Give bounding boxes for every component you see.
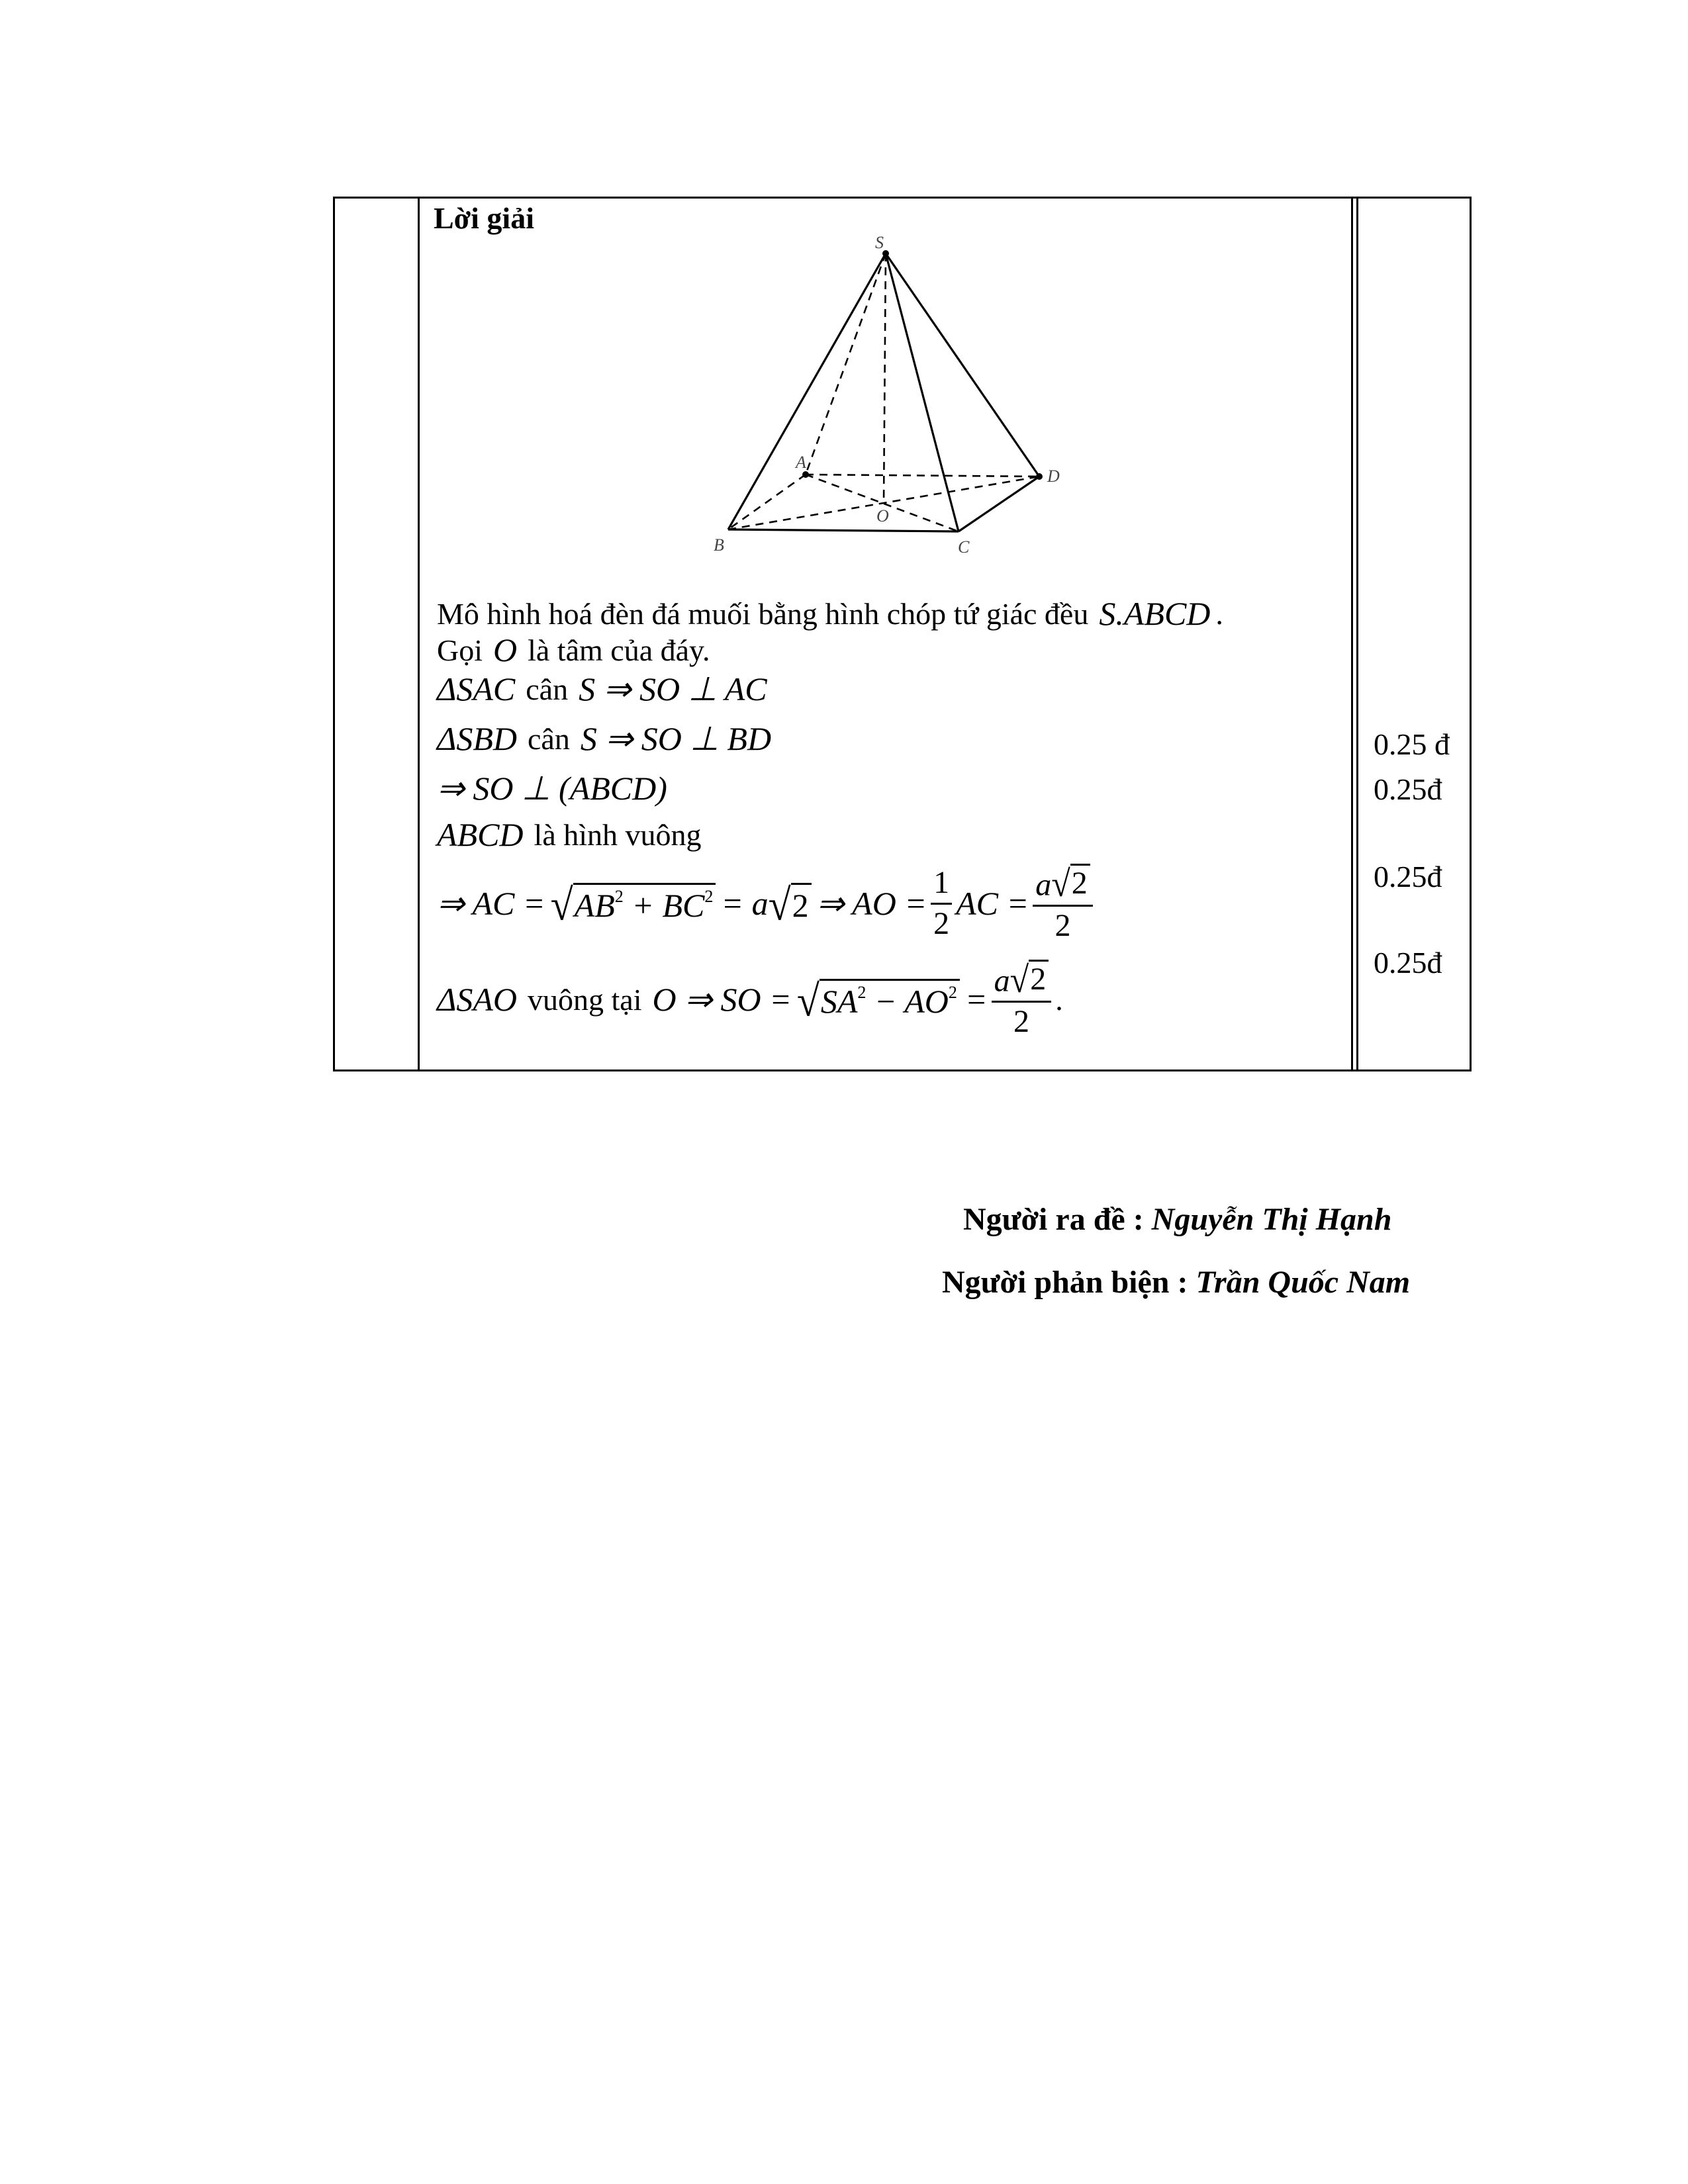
text-period: . bbox=[1055, 982, 1063, 1017]
text-square: là hình vuông bbox=[534, 817, 702, 852]
solution-line-1 bbox=[437, 594, 1223, 633]
score-4: 0.25đ bbox=[1374, 946, 1442, 979]
label-A: A bbox=[796, 453, 806, 472]
reviewer-line bbox=[942, 1264, 1410, 1300]
reviewer-label: Người phản biện : bbox=[942, 1265, 1188, 1300]
math-a: a bbox=[1035, 867, 1052, 903]
segment-SO bbox=[884, 253, 886, 503]
solution-line-3 bbox=[437, 670, 767, 708]
author-label: Người ra đề : bbox=[963, 1202, 1144, 1237]
fraction-denominator: 2 bbox=[933, 905, 950, 941]
math-SO-perp-plane: ⇒ SO ⊥ (ABCD) bbox=[437, 770, 667, 807]
math-two: 2 bbox=[1029, 960, 1049, 996]
math-center-O: O bbox=[493, 631, 518, 668]
math-triangle-SAC: ΔSAC bbox=[437, 670, 516, 707]
text-center-desc: là tâm của đáy. bbox=[528, 633, 710, 667]
math-fraction-half bbox=[931, 866, 952, 940]
math-ABCD: ABCD bbox=[437, 816, 524, 853]
author-name: Nguyễn Thị Hạnh bbox=[1151, 1202, 1392, 1237]
math-triangle-SAO: ΔSAO bbox=[437, 981, 517, 1018]
score-1: 0.25 đ bbox=[1374, 727, 1450, 761]
text-can: cân bbox=[528, 721, 570, 756]
math-SO-perp-BD: S ⇒ SO ⊥ BD bbox=[580, 720, 772, 757]
solution-line-5 bbox=[437, 769, 667, 807]
math-equals-a: = a bbox=[721, 885, 769, 922]
table-top-border bbox=[333, 197, 1472, 199]
fraction-numerator: 1 bbox=[931, 866, 952, 904]
fraction-denominator: 2 bbox=[1013, 1004, 1029, 1040]
math-triangle-SBD: ΔSBD bbox=[437, 720, 517, 757]
score-2: 0.25đ bbox=[1374, 772, 1442, 806]
math-equals: = bbox=[964, 981, 988, 1018]
table-bottom-border bbox=[333, 1069, 1472, 1071]
math-exponent: 2 bbox=[614, 886, 624, 906]
edge-BC bbox=[728, 529, 959, 531]
score-3: 0.25đ bbox=[1374, 860, 1442, 893]
math-exponent: 2 bbox=[948, 982, 957, 1002]
math-AB: AB bbox=[574, 886, 615, 924]
table-column-divider bbox=[418, 197, 420, 1071]
text-model: Mô hình hoá đèn đá muối bằng hình chóp tứ giác đều bbox=[437, 596, 1089, 631]
edge-SD bbox=[886, 253, 1039, 477]
edge-AD bbox=[806, 475, 1039, 477]
math-exponent: 2 bbox=[704, 886, 714, 906]
math-fraction-a-sqrt2-over-2 bbox=[992, 960, 1052, 1038]
text-goi: Gọi bbox=[437, 633, 483, 667]
solution-line-2 bbox=[437, 631, 710, 669]
pyramid-figure bbox=[695, 228, 1066, 563]
text-right-at: vuông tại bbox=[528, 982, 642, 1017]
table-column-divider bbox=[1356, 197, 1358, 1071]
fraction-denominator: 2 bbox=[1055, 908, 1071, 944]
math-sqrt-2: √ 2 bbox=[769, 883, 812, 925]
math-SO-perp-AC: S ⇒ SO ⊥ AC bbox=[579, 670, 767, 707]
math-two: 2 bbox=[791, 883, 812, 925]
math-minus-AO: − AO bbox=[874, 982, 949, 1020]
math-pyramid-name: S.ABCD bbox=[1099, 595, 1211, 632]
math-sqrt-2: √ 2 bbox=[1010, 960, 1049, 996]
math-AC-equals: ⇒ AC = bbox=[437, 885, 545, 922]
text-can: cân bbox=[526, 672, 569, 706]
math-sqrt-2: √ 2 bbox=[1051, 864, 1090, 900]
edge-CD bbox=[959, 477, 1039, 531]
math-sqrt-AB2-BC2: √ $AB^2 + BC^2$ bbox=[551, 883, 716, 925]
edge-SC bbox=[886, 253, 959, 531]
math-sqrt-SA2-AO2: √ $SA^2 - AO^2$ bbox=[797, 979, 960, 1021]
table-left-border bbox=[333, 197, 335, 1071]
label-O: O bbox=[876, 506, 889, 525]
edge-SA bbox=[806, 253, 886, 475]
math-AC-equals-2: AC = bbox=[956, 885, 1029, 922]
reviewer-name: Trần Quốc Nam bbox=[1196, 1265, 1411, 1300]
vertex-A bbox=[802, 471, 809, 478]
author-line bbox=[963, 1201, 1391, 1238]
math-fraction-a-sqrt2-over-2 bbox=[1033, 864, 1093, 942]
label-B: B bbox=[714, 535, 724, 555]
math-exponent: 2 bbox=[857, 982, 867, 1002]
math-plus-BC: + BC bbox=[632, 886, 705, 924]
math-SO-equals: O ⇒ SO = bbox=[652, 981, 792, 1018]
label-S: S bbox=[875, 233, 884, 252]
solution-heading: Lời giải bbox=[434, 201, 534, 235]
edge-AB bbox=[728, 475, 806, 529]
vertex-D bbox=[1036, 473, 1043, 480]
table-right-border bbox=[1470, 197, 1472, 1071]
solution-line-6 bbox=[437, 815, 702, 854]
math-AO-equals: ⇒ AO = bbox=[816, 885, 927, 922]
edge-SB bbox=[728, 253, 886, 529]
solution-line-7 bbox=[437, 860, 1097, 946]
label-D: D bbox=[1047, 467, 1060, 486]
math-SA: SA bbox=[820, 982, 858, 1020]
label-C: C bbox=[958, 537, 970, 557]
math-two: 2 bbox=[1070, 864, 1090, 900]
solution-line-4 bbox=[437, 719, 771, 758]
solution-line-8 bbox=[437, 956, 1063, 1042]
math-a: a bbox=[994, 963, 1010, 999]
table-column-divider bbox=[1351, 197, 1353, 1071]
text-period: . bbox=[1215, 596, 1223, 631]
